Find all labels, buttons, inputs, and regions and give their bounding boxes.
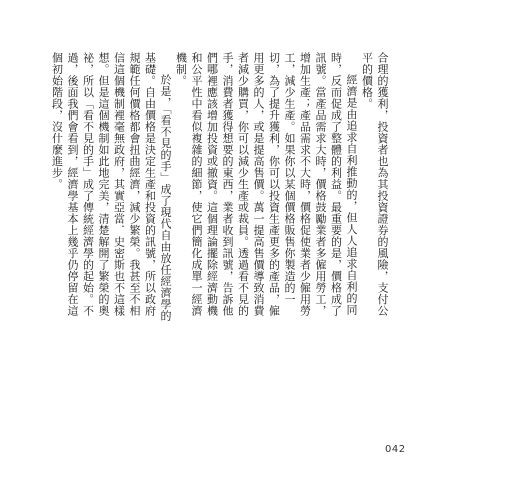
vertical-text-body (50, 52, 390, 322)
page-number: 042 (385, 444, 406, 455)
paragraph-3: 於是，「看不見的手」成了現代自由放任經濟學的基礎。自由價格是決定生產和投資的訊號，所以政府規範任何價格都會扭曲經濟，減少繁榮。我甚至不相信這個機制裡毫無政府，其實亞當．史密斯也不這樣想。但是這個機制如此地完美，清楚解開了繁榮的奧祕，所以「看不見的手」成了傳統經濟學的起始。不過，後面我們會看到，經濟學基本上幾乎仍停留在這個初始階段，沒什麼進步。 (50, 52, 172, 322)
paragraph-1: 合理的獲利，投資者也為其投資證券的風險，支付公平的價格。 (360, 52, 389, 317)
paragraph-2: 經濟是由追求自利推動的，但人人追求自利的同時，反而促成了整體的利益。最重要的是，價格成了訊號。當產品需求大時，價格鼓勵業者多僱用勞工，增加生產；產品需求不大時，價格促使業者少僱用勞工，減少生產。如果你以某個價格販售你製造的一切，為了提升獲利，你可以投資生產更多的產品，僱用更多的人，或是提高售價。萬一提高售價導致消費者減少購買，你可以減少生產或裁員。透過看不見的手，消費者獲得想要的東西，業者收到訊號，告訴他們哪裡應該增加投資或撤資。這個理論擺除經濟動機和公平性中看似複雜的細節，使它們簡化成單一經濟機制。 (174, 52, 358, 317)
